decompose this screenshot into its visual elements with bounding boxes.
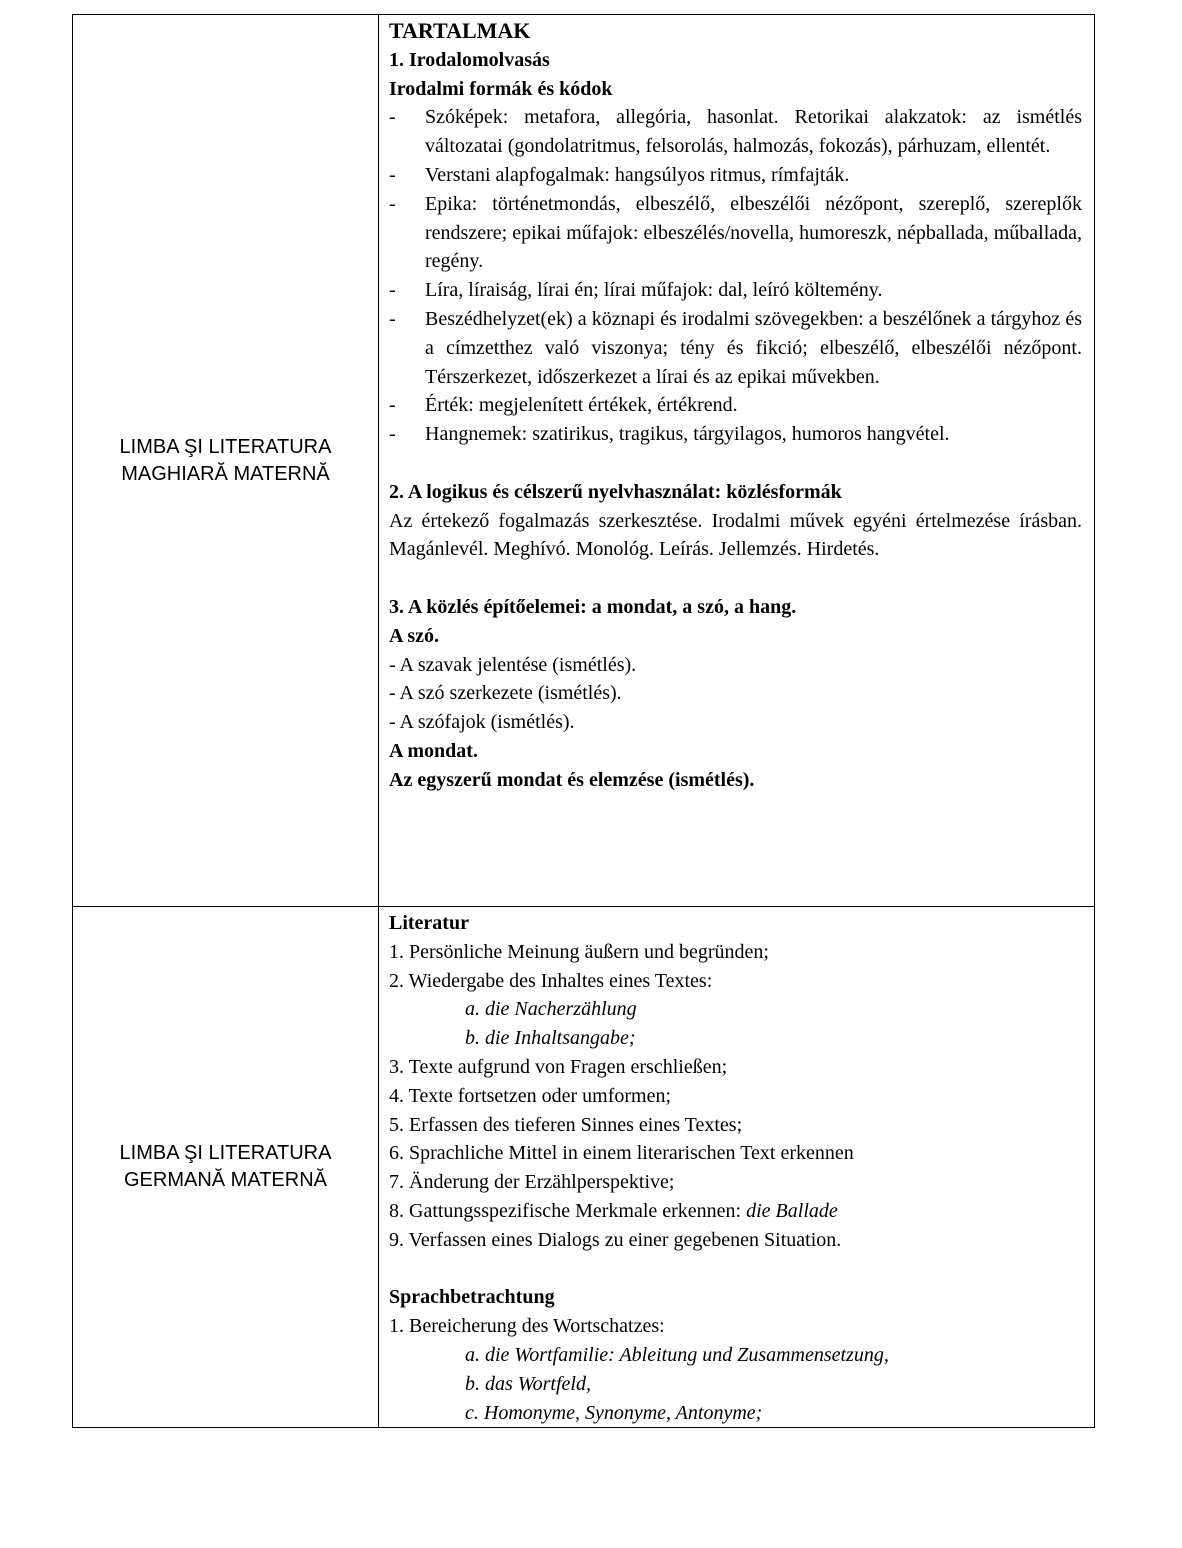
subject-line: MAGHIARĂ MATERNĂ	[121, 462, 330, 485]
list-item: 1. Bereicherung des Wortschatzes:	[389, 1315, 665, 1338]
sub-list-item: a. die Nacherzählung	[465, 998, 637, 1021]
subject-cell-german	[73, 907, 379, 1428]
section-title: 1. Irodalomolvasás	[389, 48, 550, 71]
content-cell-hungarian	[379, 15, 1095, 907]
subject-line: LIMBA ŞI LITERATURA	[119, 435, 332, 458]
section-subtitle: Az egyszerű mondat és elemzése (ismétlés).	[389, 768, 755, 791]
list-item: - A szó szerkezete (ismétlés).	[389, 682, 622, 705]
sub-list-item: a. die Wortfamilie: Ableitung und Zusammensetzung,	[465, 1343, 889, 1366]
list-item: - Beszédhelyzet(ek) a köznapi és irodalmi szövegekben: a beszélőnek a tárgyhoz és a címzetthez való viszonya; tény és fikció; elbeszélő, elbeszélői nézőpont. Térszerkezet, időszerkezet a lírai és az epikai művekben.	[389, 307, 1082, 388]
list-item: - A szófajok (ismétlés).	[389, 711, 575, 734]
section-subtitle: A mondat.	[389, 739, 478, 762]
section-subtitle: Irodalmi formák és kódok	[389, 77, 613, 100]
list-item: - Hangnemek: szatirikus, tragikus, tárgyilagos, humoros hangvétel.	[389, 423, 950, 446]
content-heading: TARTALMAK	[389, 18, 531, 43]
list-item: 3. Texte aufgrund von Fragen erschließen;	[389, 1055, 728, 1078]
list-item: 8. Gattungsspezifische Merkmale erkennen: die Ballade	[389, 1199, 838, 1222]
sub-list-item: c. Homonyme, Synonyme, Antonyme;	[465, 1401, 763, 1424]
list-item: 5. Erfassen des tieferen Sinnes eines Textes;	[389, 1113, 743, 1136]
section-title: Literatur	[389, 912, 469, 934]
subject-cell-hungarian	[73, 15, 379, 907]
list-item: 7. Änderung der Erzählperspektive;	[389, 1171, 675, 1194]
list-item: - Verstani alapfogalmak: hangsúlyos ritmus, rímfajták.	[389, 163, 850, 186]
table-row-hungarian	[73, 15, 1095, 907]
list-item: 9. Verfassen eines Dialogs zu einer gegebenen Situation.	[389, 1228, 842, 1251]
section-title: 3. A közlés építőelemei: a mondat, a szó, a hang.	[389, 595, 797, 618]
list-item: - Szóképek: metafora, allegória, hasonlat. Retorikai alakzatok: az ismétlés változatai (gondolatritmus, felsorolás, halmozás, fokozás), párhuzam, ellentét.	[389, 106, 1082, 158]
list-item: - Epika: történetmondás, elbeszélő, elbeszélői nézőpont, szereplő, szereplők rendszere; epikai műfajok: elbeszélés/novella, humoreszk, népballada, műballada, regény.	[389, 192, 1082, 273]
section-text: Az értekező fogalmazás szerkesztése. Irodalmi művek egyéni értelmezése írásban. Magánlevél. Meghívó. Monológ. Leírás. Jellemzés. Hirdetés.	[389, 509, 1082, 561]
list-item: 4. Texte fortsetzen oder umformen;	[389, 1084, 672, 1107]
italic-term: die Ballade	[746, 1199, 838, 1222]
section-title: Sprachbetrachtung	[389, 1286, 555, 1309]
content-cell-german	[379, 907, 1095, 1428]
subject-line: LIMBA ŞI LITERATURA	[119, 1142, 332, 1165]
list-item: 1. Persönliche Meinung äußern und begründen;	[389, 940, 769, 963]
list-item: - Érték: megjelenített értékek, értékrend.	[389, 394, 738, 417]
section-title: 2. A logikus és célszerű nyelvhasználat: közlésformák	[389, 480, 842, 503]
subject-line: GERMANĂ MATERNĂ	[124, 1169, 327, 1192]
list-item: 6. Sprachliche Mittel in einem literarischen Text erkennen	[389, 1142, 854, 1165]
sub-list-item: b. das Wortfeld,	[465, 1372, 591, 1395]
curriculum-table	[72, 14, 1095, 1428]
list-item: 2. Wiedergabe des Inhaltes eines Textes:	[389, 969, 713, 992]
section-subtitle: A szó.	[389, 624, 439, 647]
list-item: - A szavak jelentése (ismétlés).	[389, 653, 637, 676]
table-row-german	[73, 907, 1095, 1428]
sub-list-item: b. die Inhaltsangabe;	[465, 1027, 636, 1050]
list-item: - Líra, líraiság, lírai én; lírai műfajok: dal, leíró költemény.	[389, 279, 883, 302]
